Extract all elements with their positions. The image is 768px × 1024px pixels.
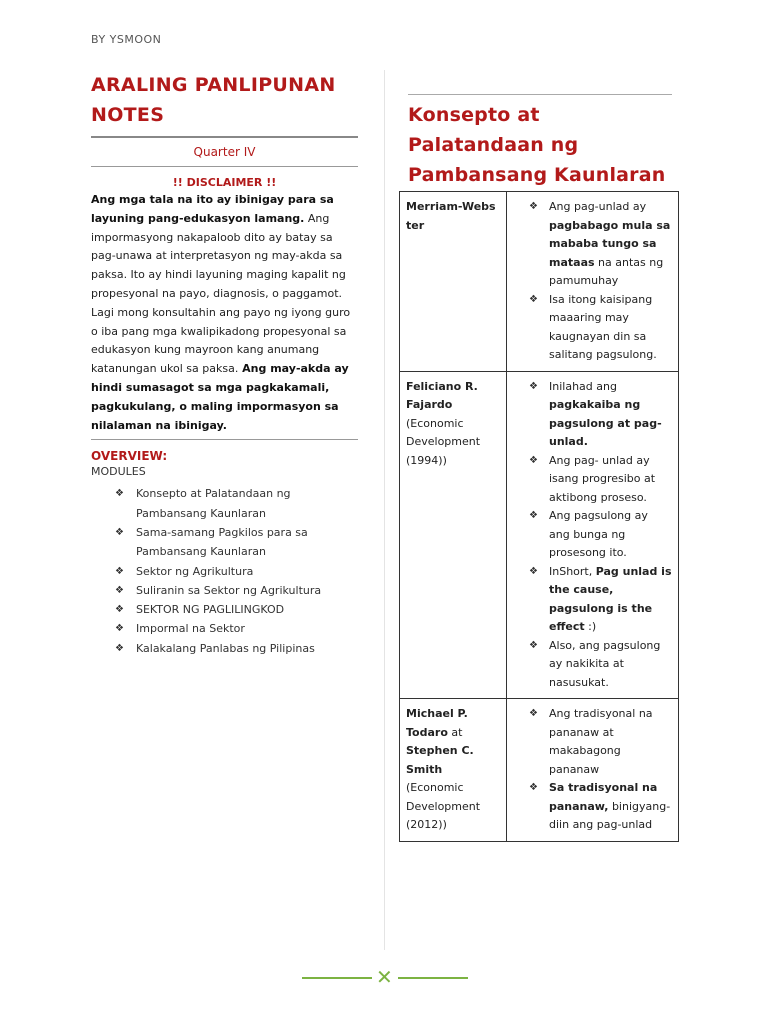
source-cell: Merriam-Webs ter — [400, 192, 507, 372]
footer-cross-icon: ✕ — [376, 965, 393, 989]
list-item: ❖ Also, ang pagsulong ay nakikita at nasusukat. — [529, 638, 661, 689]
footer-line-left — [302, 977, 372, 979]
section-title: Konsepto at Palatandaan ng Pambansang Kaunlaran — [408, 104, 666, 186]
right-title-rule — [408, 94, 672, 95]
module-item: ❖ Impormal na Sektor — [115, 619, 358, 638]
disclaimer-bold-2: Ang may-akda ay hindi sumasagot sa mga pagkakamali, pagkukulang, o maling impormasyon sa nilalaman na ibinigay. — [91, 362, 349, 432]
module-item: ❖ Konsepto at Palatandaan ng Pambansang Kaunlaran — [115, 484, 358, 523]
module-item: ❖ SEKTOR NG PAGLILINGKOD — [115, 600, 358, 619]
diamond-bullet-icon: ❖ — [115, 488, 124, 500]
diamond-bullet-icon: ❖ — [529, 639, 538, 651]
left-column — [91, 70, 358, 658]
content-list — [513, 378, 672, 693]
list-item: ❖ Ang pag-unlad ay pagbabago mula sa mababa tungo sa mataas na antas ng pamumuhay — [529, 200, 671, 287]
footer-line-right — [398, 977, 468, 979]
list-item: ❖ Ang tradisyonal na pananaw at makabagong pananaw — [529, 707, 653, 776]
column-divider — [384, 70, 385, 950]
table-row — [400, 371, 679, 699]
module-item: ❖ Sama-samang Pagkilos para sa Pambansang Kaunlaran — [115, 523, 358, 562]
module-item: ❖ Suliranin sa Sektor ng Agrikultura — [115, 581, 358, 600]
diamond-bullet-icon: ❖ — [529, 510, 538, 521]
list-item: ❖ Ang pag- unlad ay isang progresibo at aktibong proseso. — [529, 453, 656, 504]
content-cell — [507, 192, 679, 372]
disclaimer-heading: !! DISCLAIMER !! — [172, 176, 277, 189]
table-row — [400, 699, 679, 842]
diamond-bullet-icon: ❖ — [115, 526, 124, 538]
list-item: ❖ InShort, Pag unlad is the cause, pagsulong is the effect :) — [529, 564, 672, 633]
diamond-bullet-icon: ❖ — [529, 293, 538, 305]
source-cell: Feliciano R. Fajardo (Economic Development (1994)) — [400, 371, 507, 699]
content-cell — [507, 371, 679, 699]
diamond-bullet-icon: ❖ — [115, 584, 124, 596]
list-item: ❖ Ang pagsulong ay ang bunga ng prosesong ito. — [529, 509, 648, 559]
disclaimer-body: Ang impormasyong nakapaloob dito ay batay sa pag-unawa at interpretasyon ng may-akda sa paksa. Ito ay hindi layuning maging kapalit ng propesyonal na payo, diagnosis, o paggamot. Lagi mong konsultahin ang payo ng iyong guro o iba pang mga kwalipikadong propesyonal sa edukasyon kung mayroon kang anumang katanungan ukol sa paksa. — [91, 211, 351, 376]
table-row — [400, 192, 679, 372]
module-item: ❖ Kalakalang Panlabas ng Pilipinas — [115, 639, 358, 658]
module-item: ❖ Sektor ng Agrikultura — [115, 562, 358, 581]
author-credit: BY YSMOON — [91, 33, 162, 46]
diamond-bullet-icon: ❖ — [529, 454, 538, 466]
disclaimer-text — [91, 191, 358, 440]
content-cell — [507, 699, 679, 842]
diamond-bullet-icon: ❖ — [529, 782, 538, 793]
diamond-bullet-icon: ❖ — [529, 201, 538, 212]
definitions-table — [399, 191, 679, 842]
diamond-bullet-icon: ❖ — [115, 642, 124, 654]
diamond-bullet-icon: ❖ — [115, 604, 124, 616]
diamond-bullet-icon: ❖ — [529, 565, 538, 577]
disclaimer-bold-1: Ang mga tala na ito ay ibinigay para sa layuning pang-edukasyon lamang. — [91, 193, 334, 225]
diamond-bullet-icon: ❖ — [529, 708, 538, 719]
content-list — [513, 705, 672, 835]
page-title: ARALING PANLIPUNAN NOTES — [91, 70, 358, 138]
list-item: ❖ Sa tradisyonal na pananaw, binigyang-diin ang pag-unlad — [529, 781, 671, 831]
quarter-label: Quarter IV — [91, 138, 358, 167]
source-cell: Michael P. Todaro at Stephen C. Smith (Economic Development (2012)) — [400, 699, 507, 842]
list-item: ❖ Isa itong kaisipang maaaring may kaugnayan din sa salitang pagsulong. — [529, 292, 657, 361]
overview-heading: OVERVIEW: — [91, 449, 168, 464]
modules-list — [91, 484, 358, 658]
diamond-bullet-icon: ❖ — [529, 380, 538, 392]
content-list — [513, 198, 672, 365]
modules-label: MODULES — [91, 465, 146, 479]
diamond-bullet-icon: ❖ — [115, 565, 124, 577]
diamond-bullet-icon: ❖ — [115, 623, 124, 635]
list-item: ❖ Inilahad ang pagkakaiba ng pagsulong at pag-unlad. — [529, 379, 662, 448]
